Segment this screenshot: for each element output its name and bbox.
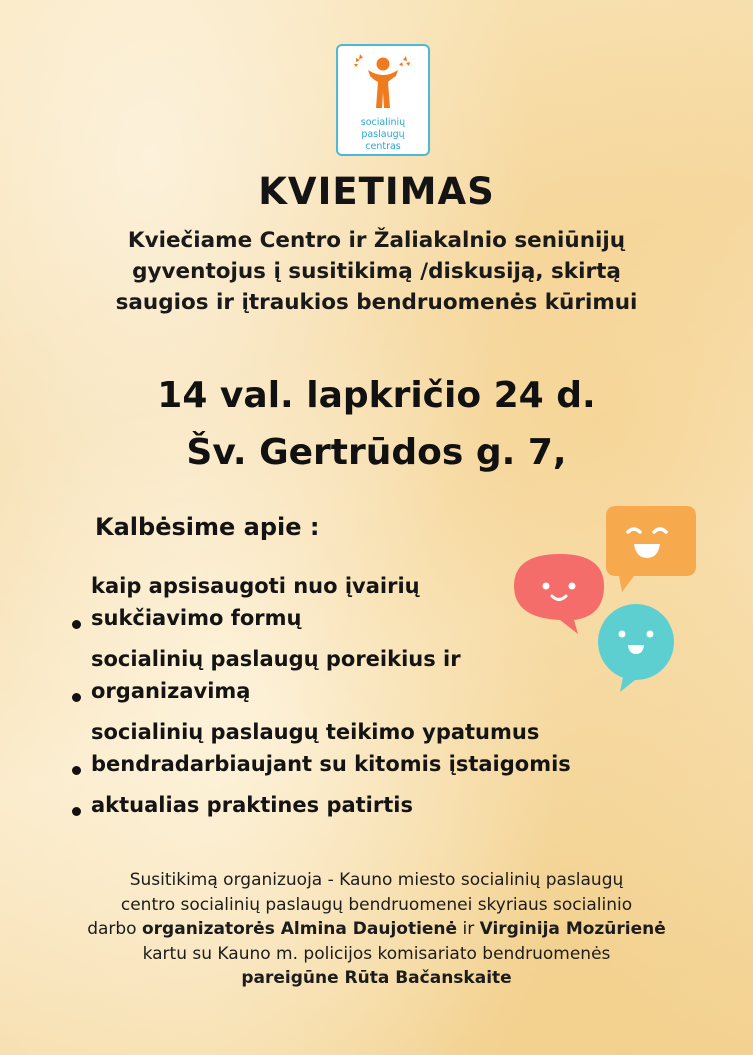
invitation-line: saugios ir įtraukios bendruomenės kūrimui: [115, 290, 638, 315]
invitation-text: [0, 225, 753, 318]
list-item: [70, 643, 710, 707]
footer-text: ir: [462, 919, 475, 939]
list-item: [70, 716, 710, 780]
topics-heading: Kalbėsime apie :: [95, 513, 320, 541]
list-item-line: socialinių paslaugų poreikius ir: [91, 647, 461, 671]
organization-logo: [336, 44, 430, 156]
logo-text-line1: socialinių: [360, 117, 406, 128]
bullet-dot-icon: [72, 807, 81, 816]
invitation-line: Kviečiame Centro ir Žaliakalnio seniūnijų: [127, 228, 626, 253]
event-time: 14 val. lapkričio 24 d.: [157, 375, 596, 416]
list-item-line: socialinių paslaugų teikimo ypatumus: [91, 720, 540, 744]
organizers-note: [30, 868, 723, 991]
person-with-leaves-icon: [350, 52, 416, 114]
list-item-line: sukčiavimo formų: [91, 606, 302, 630]
footer-line: pareigūne Rūta Bačanskaite: [241, 968, 512, 988]
footer-line: kartu su Kauno m. policijos komisariato bendruomenės: [142, 943, 611, 964]
footer-text: darbo: [87, 919, 137, 939]
topics-list: [70, 570, 710, 830]
list-item: [70, 789, 710, 821]
list-item: [70, 570, 710, 634]
list-item-line: aktualias praktines patirtis: [91, 793, 413, 817]
page-title: KVIETIMAS: [258, 170, 495, 213]
organizer-name: organizatorės Almina Daujotienė: [141, 919, 458, 939]
logo-text-line2: paslaugų: [361, 129, 405, 140]
invitation-line: gyventojus į susitikimą /diskusiją, skirtą: [132, 259, 621, 284]
list-item-line: kaip apsisaugoti nuo įvairių: [91, 574, 420, 598]
logo-text-line3: centras: [365, 141, 401, 152]
footer-line: Susitikimą organizuoja - Kauno miesto socialinių paslaugų: [129, 870, 624, 890]
organizer-name: Virginija Mozūrienė: [479, 919, 666, 939]
bullet-dot-icon: [72, 693, 81, 702]
event-address: Šv. Gertrūdos g. 7,: [186, 432, 567, 473]
footer-line: [30, 917, 723, 942]
list-item-line: bendradarbiaujant su kitomis įstaigomis: [91, 752, 571, 776]
list-item-line: organizavimą: [91, 679, 251, 703]
bullet-dot-icon: [72, 620, 81, 629]
footer-line: centro socialinių paslaugų bendruomenei skyriaus socialinio: [120, 894, 633, 915]
bullet-dot-icon: [72, 766, 81, 775]
